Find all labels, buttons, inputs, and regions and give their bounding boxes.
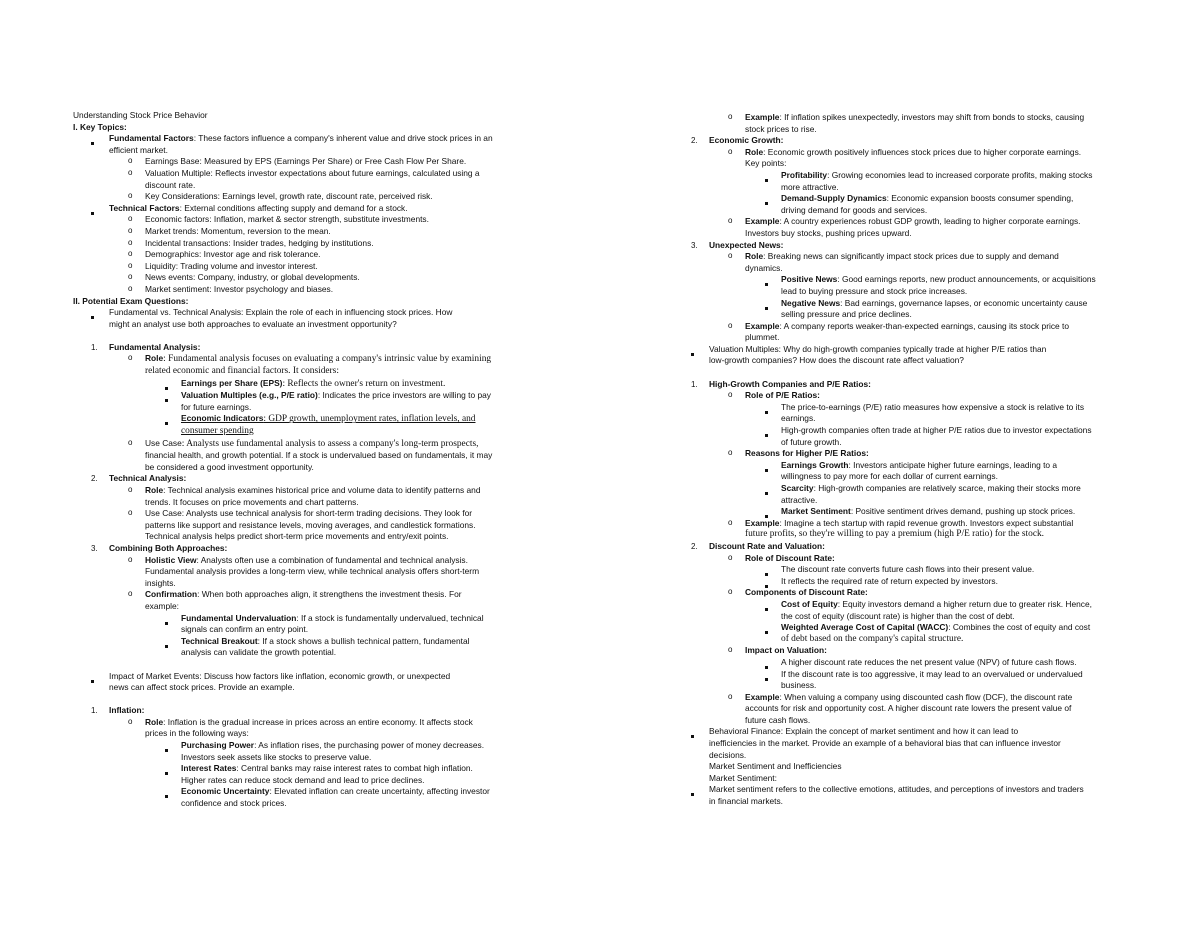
sub-item-cont: plummet. bbox=[745, 332, 780, 343]
list-item: Technical Factors: External conditions affecting supply and demand for a stock. bbox=[73, 203, 543, 215]
sub-item: o Economic factors: Inflation, market & sector strength, substitute investments. bbox=[128, 214, 429, 225]
circle-bullet-icon: o bbox=[728, 146, 733, 156]
sub-item: o Demographics: Investor age and risk tolerance. bbox=[128, 249, 321, 260]
sub-sub-item-cont: the cost of equity (discount rate) is higher than the cost of debt. bbox=[781, 610, 1015, 621]
numbered-item: 1. High-Growth Companies and P/E Ratios: bbox=[691, 378, 871, 389]
sub-item: o Market sentiment: Investor psychology and biases. bbox=[128, 283, 334, 294]
sub-item: o Role of P/E Ratios: bbox=[728, 390, 820, 401]
sub-item: o Key Considerations: Earnings level, growth rate, discount rate, perceived risk. bbox=[128, 191, 433, 202]
circle-bullet-icon: o bbox=[728, 320, 733, 330]
sub-sub-item: The discount rate converts future cash flows into their present value. bbox=[680, 564, 1150, 576]
sub-sub-item: Economic Uncertainty: Elevated inflation can create uncertainty, affecting investor bbox=[73, 786, 543, 798]
sub-sub-item-cont: more attractive. bbox=[781, 181, 839, 192]
sub-sub-item-cont: business. bbox=[781, 680, 817, 691]
sub-item: o Impact on Valuation: bbox=[728, 645, 827, 656]
question-item: Impact of Market Events: Discuss how factors like inflation, economic growth, or unexpected bbox=[73, 671, 543, 683]
sub-sub-item-cont: lead to buying pressure and stock price increases. bbox=[781, 285, 968, 296]
sub-sub-item-cont: of debt based on the company's capital structure. bbox=[781, 633, 964, 644]
left-column bbox=[73, 110, 543, 810]
circle-bullet-icon: o bbox=[728, 587, 733, 597]
sub-sub-item: Technical Breakout: If a stock shows a bullish technical pattern, fundamental bbox=[73, 636, 543, 648]
sub-item: o News events: Company, industry, or global developments. bbox=[128, 272, 360, 283]
right-column bbox=[680, 112, 1150, 808]
sub-sub-item-cont: Investors seek assets like stocks to preserve value. bbox=[181, 751, 372, 762]
circle-bullet-icon: o bbox=[128, 485, 133, 494]
sub-sub-item-cont: signals can confirm an entry point. bbox=[181, 624, 309, 635]
sub-sub-item: Earnings Growth: Investors anticipate higher future earnings, leading to a bbox=[680, 460, 1150, 472]
sub-sub-item: Earnings per Share (EPS): Reflects the owner's return on investment. bbox=[73, 378, 543, 391]
sub-item: o Market trends: Momentum, reversion to the mean. bbox=[128, 225, 331, 236]
sub-item-cont: financial health, and growth potential. If a stock is undervalued based on fundamentals, it may bbox=[145, 450, 493, 461]
circle-bullet-icon: o bbox=[728, 552, 733, 562]
sub-item-cont: Fundamental analysis provides a long-term view, while technical analysis offers short-term bbox=[145, 566, 480, 577]
sub-item: o Role: Fundamental analysis focuses on evaluating a company's intrinsic value by examining bbox=[128, 353, 492, 365]
sub-item: o Incidental transactions: Insider trades, hedging by institutions. bbox=[128, 237, 374, 248]
list-item-cont: efficient market. bbox=[109, 144, 168, 155]
numbered-item: 2. Technical Analysis: bbox=[91, 473, 187, 484]
sub-sub-item: Market Sentiment: Positive sentiment drives demand, pushing up stock prices. bbox=[680, 506, 1150, 518]
sub-item-cont: prices in the following ways: bbox=[145, 728, 249, 739]
sub-sub-item: Valuation Multiples (e.g., P/E ratio): Indicates the price investors are willing to pay bbox=[73, 390, 543, 402]
sub-sub-item: It reflects the required rate of return expected by investors. bbox=[680, 576, 1150, 588]
sub-item: o Liquidity: Trading volume and investor interest. bbox=[128, 260, 318, 271]
sub-item: o Use Case: Analysts use fundamental analysis to assess a company's long-term prospects, bbox=[128, 437, 479, 449]
circle-bullet-icon: o bbox=[128, 249, 133, 259]
sub-item-cont: insights. bbox=[145, 577, 176, 588]
sub-sub-item: Profitability: Growing economies lead to increased corporate profits, making stocks bbox=[680, 170, 1150, 182]
subsection-title: Market Sentiment and Inefficiencies bbox=[709, 761, 842, 772]
circle-bullet-icon: o bbox=[728, 517, 733, 527]
sub-item: o Example: A country experiences robust GDP growth, leading to higher corporate earnings. bbox=[728, 216, 1081, 227]
sub-sub-item: Purchasing Power: As inflation rises, the purchasing power of money decreases. bbox=[73, 740, 543, 752]
sub-sub-item: Fundamental Undervaluation: If a stock is fundamentally undervalued, technical bbox=[73, 613, 543, 625]
question-cont: inefficiencies in the market. Provide an example of a behavioral bias that can influence investor bbox=[709, 738, 1061, 749]
question-cont: low-growth companies? How does the discount rate affect valuation? bbox=[709, 355, 964, 366]
sub-item-cont: Investors buy stocks, pushing prices upward. bbox=[745, 227, 912, 238]
sub-item: o Reasons for Higher P/E Ratios: bbox=[728, 448, 869, 459]
sub-sub-item: Demand-Supply Dynamics: Economic expansion boosts consumer spending, bbox=[680, 193, 1150, 205]
circle-bullet-icon: o bbox=[728, 251, 733, 261]
circle-bullet-icon: o bbox=[128, 589, 133, 599]
sub-sub-item: If the discount rate is too aggressive, it may lead to an overvalued or undervalued bbox=[680, 669, 1150, 681]
circle-bullet-icon: o bbox=[128, 716, 133, 726]
sub-sub-item: Economic Indicators: GDP growth, unemployment rates, inflation levels, and bbox=[73, 413, 543, 426]
circle-bullet-icon: o bbox=[128, 156, 133, 166]
document-title: Understanding Stock Price Behavior bbox=[73, 110, 208, 120]
circle-bullet-icon: o bbox=[128, 508, 133, 518]
section-heading: I. Key Topics: bbox=[73, 121, 127, 132]
list-item: Market sentiment refers to the collective emotions, attitudes, and perceptions of investors and traders bbox=[680, 784, 1150, 796]
sub-sub-item-cont: selling pressure and price declines. bbox=[781, 309, 912, 320]
circle-bullet-icon: o bbox=[128, 167, 133, 177]
sub-item-cont: example: bbox=[145, 600, 179, 611]
sub-sub-item-cont: analysis can validate the growth potential. bbox=[181, 647, 337, 658]
sub-sub-item-cont: confidence and stock prices. bbox=[181, 798, 287, 809]
list-item-cont: in financial markets. bbox=[709, 796, 784, 807]
circle-bullet-icon: o bbox=[728, 216, 733, 226]
sub-sub-item: High-growth companies often trade at higher P/E ratios due to investor expectations bbox=[680, 425, 1150, 437]
sub-item-cont: patterns like support and resistance levels, moving averages, and candlestick formations. bbox=[145, 519, 476, 530]
circle-bullet-icon: o bbox=[128, 214, 133, 224]
sub-sub-item-cont: driving demand for goods and services. bbox=[781, 204, 928, 215]
sub-item-cont: Technical analysis helps predict short-term price movements and entry/exit points. bbox=[145, 531, 449, 542]
subsection-subtitle: Market Sentiment: bbox=[709, 772, 777, 783]
numbered-item: 3. Unexpected News: bbox=[691, 239, 784, 250]
question-item: Valuation Multiples: Why do high-growth companies typically trade at higher P/E ratios than bbox=[680, 344, 1150, 356]
sub-item: o Example: If inflation spikes unexpectedly, investors may shift from bonds to stocks, causing bbox=[728, 112, 1085, 122]
circle-bullet-icon: o bbox=[728, 645, 733, 655]
numbered-item: 2. Discount Rate and Valuation: bbox=[691, 540, 825, 551]
question-item: Fundamental vs. Technical Analysis: Explain the role of each in influencing stock prices. How bbox=[73, 307, 543, 319]
sub-sub-item-cont: attractive. bbox=[781, 494, 818, 505]
list-item: Fundamental Factors: These factors influence a company's inherent value and drive stock prices in an bbox=[73, 133, 543, 145]
sub-item: o Holistic View: Analysts often use a combination of fundamental and technical analysis. bbox=[128, 554, 468, 565]
sub-sub-item-cont: willingness to pay more for each dollar of current earnings. bbox=[781, 471, 998, 482]
sub-sub-item: Positive News: Good earnings reports, new product announcements, or acquisitions bbox=[680, 274, 1150, 286]
sub-sub-item: Interest Rates: Central banks may raise interest rates to combat high inflation. bbox=[73, 763, 543, 775]
circle-bullet-icon: o bbox=[128, 272, 133, 282]
sub-item: o Earnings Base: Measured by EPS (Earnings Per Share) or Free Cash Flow Per Share. bbox=[128, 156, 467, 167]
sub-item: o Role: Breaking news can significantly impact stock prices due to supply and demand bbox=[728, 251, 1059, 262]
sub-sub-item-cont: Higher rates can reduce stock demand and lead to price declines. bbox=[181, 774, 425, 785]
sub-item-cont: be considered a good investment opportunity. bbox=[145, 461, 314, 472]
sub-item: o Role: Economic growth positively influences stock prices due to higher corporate earnings. bbox=[728, 146, 1082, 157]
sub-item-cont: stock prices to rise. bbox=[745, 123, 817, 134]
numbered-item: 3. Combining Both Approaches: bbox=[91, 542, 228, 553]
circle-bullet-icon: o bbox=[128, 353, 133, 363]
sub-item-cont: dynamics. bbox=[745, 262, 783, 273]
sub-item: o Components of Discount Rate: bbox=[728, 587, 868, 598]
sub-sub-item: Negative News: Bad earnings, governance lapses, or economic uncertainty cause bbox=[680, 298, 1150, 310]
sub-item-cont: Key points: bbox=[745, 158, 787, 169]
circle-bullet-icon: o bbox=[728, 448, 733, 458]
sub-sub-item-cont: of future growth. bbox=[781, 436, 842, 447]
circle-bullet-icon: o bbox=[128, 225, 133, 235]
sub-item: o Confirmation: When both approaches align, it strengthens the investment thesis. For bbox=[128, 589, 462, 600]
sub-sub-item-cont: consumer spending bbox=[181, 426, 254, 437]
sub-item: o Role: Technical analysis examines historical price and volume data to identify patterns and bbox=[128, 485, 481, 495]
sub-item-cont: future profits, so they're willing to pay a premium (high P/E ratio) for the stock. bbox=[745, 529, 1045, 540]
sub-sub-item: Cost of Equity: Equity investors demand a higher return due to greater risk. Hence, bbox=[680, 599, 1150, 611]
numbered-item: 2. Economic Growth: bbox=[691, 135, 784, 146]
circle-bullet-icon: o bbox=[128, 437, 133, 447]
sub-item-cont: trends. It focuses on price movements and chart patterns. bbox=[145, 496, 359, 507]
circle-bullet-icon: o bbox=[728, 691, 733, 701]
sub-sub-item: Weighted Average Cost of Capital (WACC): Combines the cost of equity and cost bbox=[680, 622, 1150, 634]
sub-sub-item-cont: for future earnings. bbox=[181, 401, 252, 412]
circle-bullet-icon: o bbox=[128, 237, 133, 247]
circle-bullet-icon: o bbox=[128, 554, 133, 564]
numbered-item: 1. Inflation: bbox=[91, 705, 145, 716]
question-item: Behavioral Finance: Explain the concept of market sentiment and how it can lead to bbox=[680, 726, 1150, 738]
sub-sub-item: A higher discount rate reduces the net present value (NPV) of future cash flows. bbox=[680, 657, 1150, 669]
sub-item: o Role of Discount Rate: bbox=[728, 552, 835, 563]
question-cont: might an analyst use both approaches to evaluate an investment opportunity? bbox=[109, 318, 397, 329]
sub-sub-item: The price-to-earnings (P/E) ratio measures how expensive a stock is relative to its bbox=[680, 402, 1150, 414]
circle-bullet-icon: o bbox=[128, 283, 133, 293]
sub-item: o Valuation Multiple: Reflects investor expectations about future earnings, calculated using a bbox=[128, 167, 480, 178]
circle-bullet-icon: o bbox=[128, 260, 133, 270]
section-heading: II. Potential Exam Questions: bbox=[73, 295, 189, 306]
sub-sub-item: Scarcity: High-growth companies are relatively scarce, making their stocks more bbox=[680, 483, 1150, 495]
sub-item: o Example: A company reports weaker-than-expected earnings, causing its stock price to bbox=[728, 320, 1070, 331]
circle-bullet-icon: o bbox=[728, 112, 733, 121]
circle-bullet-icon: o bbox=[728, 390, 733, 400]
sub-item-cont: accounts for risk and opportunity cost. A higher discount rate lowers the present value of bbox=[745, 703, 1072, 714]
sub-item-cont: related economic and financial factors. It considers: bbox=[145, 366, 339, 377]
numbered-item: 1. Fundamental Analysis: bbox=[91, 341, 201, 352]
sub-item: o Role: Inflation is the gradual increase in prices across an entire economy. It affects stock bbox=[128, 716, 473, 727]
sub-item-cont: discount rate. bbox=[145, 179, 196, 190]
sub-item: o Example: When valuing a company using discounted cash flow (DCF), the discount rate bbox=[728, 691, 1073, 702]
sub-item: o Example: Imagine a tech startup with rapid revenue growth. Investors expect substantial bbox=[728, 517, 1074, 528]
sub-sub-item-cont: earnings. bbox=[781, 413, 816, 424]
circle-bullet-icon: o bbox=[128, 191, 133, 201]
sub-item: o Use Case: Analysts use technical analysis for short-term trading decisions. They look for bbox=[128, 508, 473, 519]
sub-item-cont: future cash flows. bbox=[745, 714, 811, 725]
question-cont: decisions. bbox=[709, 749, 747, 760]
question-cont: news can affect stock prices. Provide an example. bbox=[109, 682, 295, 693]
